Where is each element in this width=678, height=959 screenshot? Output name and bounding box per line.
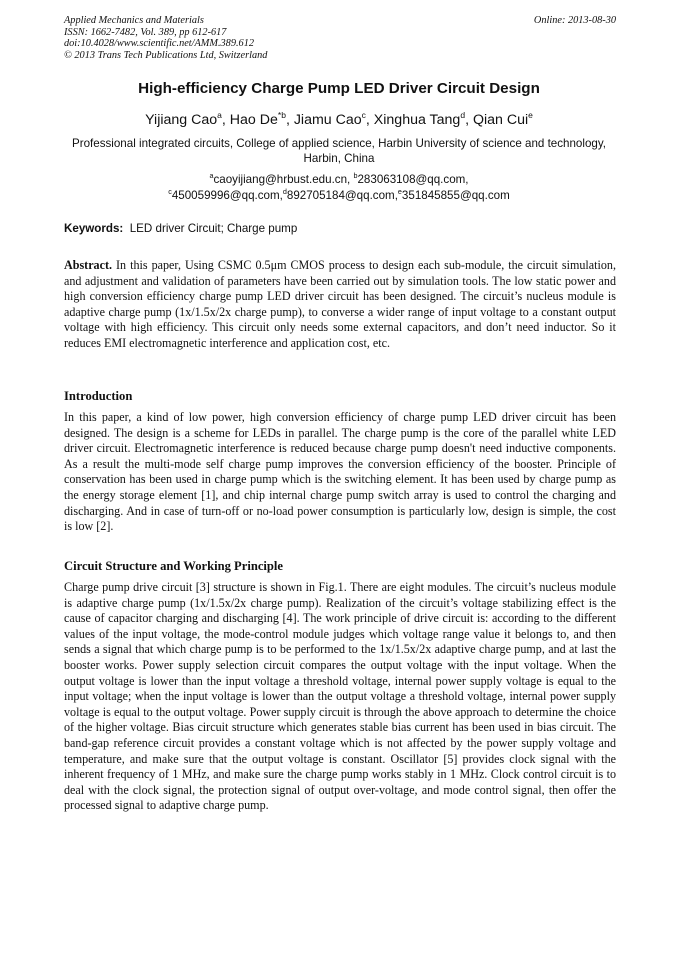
introduction-paragraph: In this paper, a kind of low power, high conversion efficiency of charge pump LED driver circuit has been designed. The design is a scheme for LEDs in parallel. The charge pump is the core of the parallel white LED driver circuit. Electromagnetic interference is reduced because charge pump doesn't need inductive components. As a result the multi-mode self charge pump improves the conversion efficiency of the booster. Principle of conservation has been used in charge pump which is the switching element. It has been used by charge pump as the energy storage element [1], and chip internal charge pump switch array is used to control the charging and discharging. And in case of turn-off or no-load power consumption is particularly low, design is simple, the cost is low [2].: [64, 410, 616, 534]
email-d: 892705184@qq.com,: [286, 188, 398, 202]
email-c: 450059996@qq.com,: [171, 188, 283, 202]
keywords: [64, 222, 616, 235]
author-name: Yijiang Cao: [145, 112, 218, 128]
author-separator: ,: [285, 112, 294, 128]
abstract-label: Abstract.: [64, 258, 113, 272]
journal-header: [64, 15, 616, 61]
author-superscript: *b: [277, 110, 286, 120]
author-superscript: e: [528, 110, 533, 120]
author-separator: ,: [221, 112, 230, 128]
author-superscript: a: [217, 110, 222, 120]
journal-name: Applied Mechanics and Materials: [64, 15, 204, 26]
abstract-text: In this paper, Using CSMC 0.5μm CMOS process to design each sub-module, the circuit simulation, and adjustment and validation of parameters have been carried out by simulation tools. The low static power and high conversion efficiency charge pump LED driver circuit has been designed. The circuit’s nucleus module is adaptive charge pump (1x/1.5x/2x charge pump), to converse a wider range of input voltage to a constant output voltage with high efficiency. This circuit only needs some external capacitors, and don’t need inductor. So it reduces EMI electromagnetic interference and application cost, etc.: [64, 258, 616, 350]
issn-line: ISSN: 1662-7482, Vol. 389, pp 612-617: [64, 26, 227, 38]
email-line-1: [70, 172, 608, 188]
author-separator: ,: [365, 112, 374, 128]
author-emails: [70, 172, 608, 203]
author-separator: ,: [465, 112, 473, 128]
email-superscript: b: [353, 171, 358, 180]
author-superscript: c: [361, 110, 366, 120]
author-list: [30, 112, 648, 128]
abstract: [64, 258, 616, 352]
author-name: Jiamu Cao: [293, 112, 362, 128]
author-name: Hao De: [229, 112, 278, 128]
author-superscript: d: [460, 110, 466, 120]
email-superscript: d: [282, 186, 287, 196]
email-b: 283063108@qq.com,: [357, 173, 469, 186]
doi-line: doi:10.4028/www.scientific.net/AMM.389.612: [64, 38, 254, 50]
email-superscript: a: [209, 171, 214, 180]
email-a: caoyijiang@hrbust.edu.cn,: [213, 173, 354, 186]
circuit-structure-paragraph: Charge pump drive circuit [3] structure is shown in Fig.1. There are eight modules. The circuit’s nucleus module is adaptive charge pump (1x/1.5x/2x charge pump). Realization of the circuit’s voltage stabilizing effect is the cause of capacitor charging and discharging [4]. The work principle of drive circuit is: according to the different values of the input voltage, the mode-control module judges which voltage range value it belongs to, and then sends a signal that which charge pump is to be performed to the 1x/1.5x/2x adaptive charge pump, and at last the booster works. Power supply selection circuit compares the output voltage with the input voltage. When the output voltage is lower than the input voltage a threshold voltage, internal power supply voltage is equal to the input voltage; when the input voltage is lower than the output voltage a threshold voltage, internal power supply voltage is equal to the output voltage. Power supply circuit is through the above approach to determine the choice of the higher voltage. Bias circuit structure which generates stable bias current has been used in bias circuit. The band-gap reference circuit provides a constant voltage which is not affected by the power supply voltage and temperature, and make sure that the output voltage is constant. Oscillator [5] provides clock signal with the inherent frequency of 1 MHz, and make sure the charge pump works stably in 1 MHz. Clock control circuit is to deal with the clock signal, the protection signal of output over-voltage, and mode control signal, then offer the processed signal to adaptive charge pump.: [64, 580, 616, 813]
author-name: Xinghua Tang: [373, 112, 461, 128]
keywords-text: LED driver Circuit; Charge pump: [129, 222, 298, 235]
email-superscript: c: [168, 186, 172, 196]
affiliation: Professional integrated circuits, College of applied science, Harbin University of science and technology, Harbin, China: [71, 137, 607, 165]
section-heading-circuit-structure: Circuit Structure and Working Principle: [64, 559, 284, 573]
keywords-label: Keywords:: [64, 222, 124, 235]
author-name: Qian Cui: [472, 112, 529, 128]
copyright-line: © 2013 Trans Tech Publications Ltd, Switzerland: [64, 49, 268, 61]
section-heading-introduction: Introduction: [64, 389, 133, 403]
paper-title: High-efficiency Charge Pump LED Driver Circuit Design: [138, 80, 540, 97]
email-line-2: [70, 188, 608, 204]
email-e: 351845855@qq.com: [401, 188, 510, 202]
online-date: Online: 2013-08-30: [533, 15, 616, 26]
email-superscript: e: [397, 186, 402, 196]
